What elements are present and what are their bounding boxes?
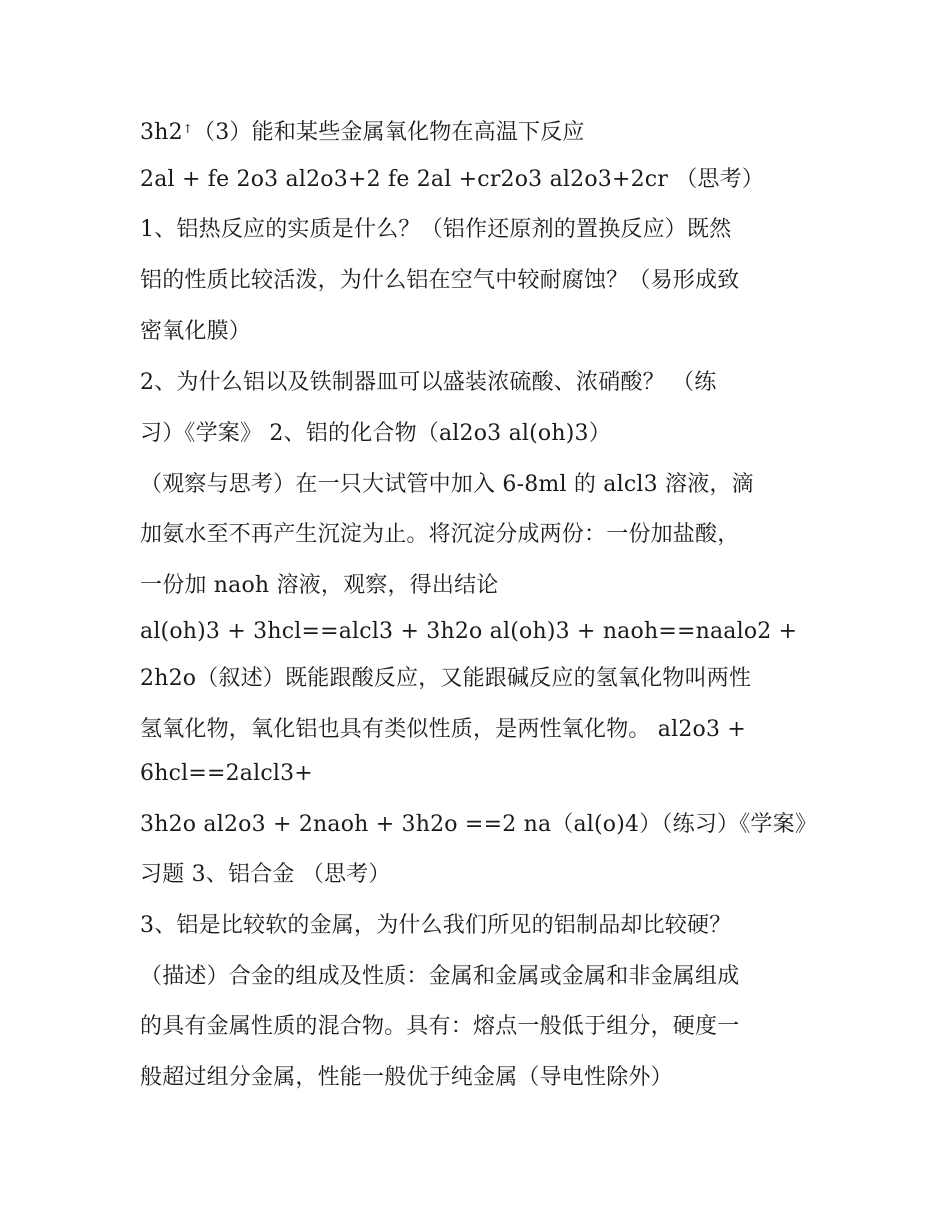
gas-arrow-icon: ↑ [182, 122, 194, 136]
text-line-4: 铝的性质比较活泼，为什么铝在空气中较耐腐蚀？（易形成致 [140, 268, 740, 293]
text-line-15: 3h2o al2o3 + 2naoh + 3h2o ==2 na（al(o)4）（练习）《学案》 [140, 812, 818, 837]
text-line-18: （描述）合金的组成及性质：金属和金属或金属和非金属组成 [140, 964, 740, 989]
line-1-rest: （3）能和某些金属氧化物在高温下反应 [193, 120, 585, 145]
text-line-13: 氢氧化物，氧化铝也具有类似性质，是两性氧化物。 al2o3 + [140, 717, 747, 742]
text-line-14: 6hcl==2alcl3+ [140, 761, 313, 786]
text-line-2: 2al + fe 2o3 al2o3+2 fe 2al +cr2o3 al2o3+2cr （思考） [140, 167, 765, 192]
text-line-16: 习题 3、铝合金 （思考） [140, 862, 391, 887]
text-line-19: 的具有金属性质的混合物。具有：熔点一般低于组分，硬度一 [140, 1014, 740, 1039]
text-line-12: 2h2o（叙述）既能跟酸反应，又能跟碱反应的氢氧化物叫两性 [140, 666, 752, 691]
text-line-10: 一份加 naoh 溶液，观察，得出结论 [140, 573, 499, 598]
formula-h2: 3h2 [140, 120, 183, 145]
text-line-5: 密氧化膜） [140, 319, 252, 344]
text-line-20: 般超过组分金属，性能一般优于纯金属（导电性除外） [140, 1065, 673, 1090]
text-line-3: 1、铝热反应的实质是什么？（铝作还原剂的置换反应）既然 [140, 217, 732, 242]
text-line-6: 2、为什么铝以及铁制器皿可以盛装浓硫酸、浓硝酸？ （练 [140, 370, 717, 395]
text-line-11: al(oh)3 + 3hcl==alcl3 + 3h2o al(oh)3 + naoh==naalo2 + [140, 619, 798, 644]
text-line-1 [140, 114, 585, 148]
text-line-8: （观察与思考）在一只大试管中加入 6-8ml 的 alcl3 溶液，滴 [140, 472, 754, 497]
text-line-7: 习）《学案》 2、铝的化合物（al2o3 al(oh)3） [140, 421, 611, 446]
text-line-17: 3、铝是比较软的金属，为什么我们所见的铝制品却比较硬？ [140, 913, 732, 938]
text-line-9: 加氨水至不再产生沉淀为止。将沉淀分成两份：一份加盐酸， [140, 522, 740, 547]
